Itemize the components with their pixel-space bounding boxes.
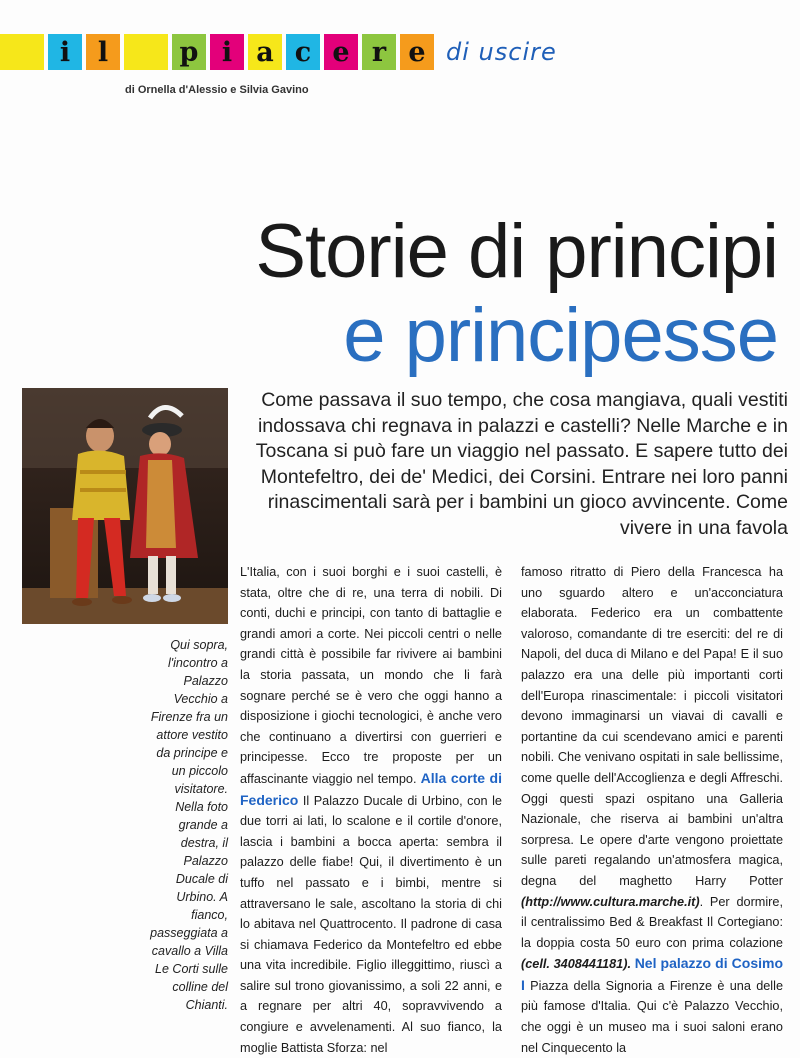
header-tile: a bbox=[248, 34, 282, 70]
column2-body: famoso ritratto di Piero della Francesca ha uno sguardo altero e un'acconciatura elaborata. Federico era un combattente valoroso, comandante di tre eserciti: del re di Napoli, del duca di Milano e del Papa! E il suo palazzo era una delle più importanti corti dell'Europa rinascimentale: i piccoli visitatori devono immaginarsi un viavai di cavalli e portantine da cui scendevano amici e parenti nobili. Che venivano ospitati in sale bellissime, come quelle dell'Accoglienza e degli Affreschi. Oggi questi spazi ospitano una Galleria Nazionale, che riserva ai bambini un'altra sorpresa. Le opere d'arte vengono proiettate sulle pareti regalando un'atmosfera magica, degna del maghetto Harry Potter bbox=[521, 565, 783, 888]
header-tile: i bbox=[48, 34, 82, 70]
header-tile: p bbox=[172, 34, 206, 70]
header-tile: e bbox=[324, 34, 358, 70]
subheading-cosimo: Nel palazzo di Cosimo I bbox=[521, 955, 783, 993]
header-tile: e bbox=[400, 34, 434, 70]
article-column-2 bbox=[521, 562, 783, 1058]
column2-body-2: . Per dormire, il centralissimo Bed & Breakfast Il Cortegiano: la doppia costa 50 euro con prima colazione bbox=[521, 894, 783, 950]
header-tile: i bbox=[210, 34, 244, 70]
column2-body-3: Piazza della Signoria a Firenze è una delle più famose d'Italia. Qui c'è Palazzo Vecchio, che oggi è un museo ma i suoi saloni erano nel Cinquecento la bbox=[521, 978, 783, 1055]
header-tile: c bbox=[286, 34, 320, 70]
header-tile: r bbox=[362, 34, 396, 70]
header-tile bbox=[124, 34, 168, 70]
section-header bbox=[0, 34, 557, 70]
article-title-line2: e principesse bbox=[343, 293, 778, 378]
subheading-federico: Alla corte di Federico bbox=[240, 769, 502, 808]
byline: di Ornella d'Alessio e Silvia Gavino bbox=[125, 84, 309, 96]
article-lead: Come passava il suo tempo, che cosa mangiava, quali vestiti indossava chi regnava in palazzi e castelli? Nelle Marche e in Toscana si può fare un viaggio nel passato. E sapere tutto dei Montefeltro, dei de' Medici, dei Corsini. Entrare nei loro panni rinascimentali sarà per i bambini un gioco avvincente. Come vivere in una favola bbox=[255, 389, 788, 539]
header-tile: l bbox=[86, 34, 120, 70]
column1-intro: L'Italia, con i suoi borghi e i suoi castelli, è stata, oltre che di re, una terra di nobili. Di conti, duchi e principi, con tanto di battaglie e grandi amori a corte. Nei piccoli centri o nelle grandi città è possibile far rivivere ai bambini la storia passata, un mondo che li farà sognare perché se è vero che oggi hanno a disposizione i giochi tecnologici, è anche vero che continuano a divertirsi con guerrieri e principesse. Ecco tre proposte per un affascinante viaggio nel tempo. bbox=[240, 565, 502, 786]
photo-caption: Qui sopra, l'incontro a Palazzo Vecchio a Firenze fra un attore vestito da principe e un piccolo visitatore. Nella foto grande a destra, il Palazzo Ducale di Urbino. A fianco, passeggiata a cavallo a Villa Le Corti sulle colline del Chianti. bbox=[150, 638, 228, 1012]
phone-number: (cell. 3408441181). bbox=[521, 957, 631, 972]
article-column-1 bbox=[240, 562, 502, 1058]
section-suffix: di uscire bbox=[446, 38, 557, 66]
column1-body: Il Palazzo Ducale di Urbino, con le due torri ai lati, lo scalone e il cortile d'onore, lascia i bambini a bocca aperta: sembra il palazzo delle fiabe! Qui, il divertimento è un tuffo nel passato e i bimbi, mentre si attraversano le sale, ascoltano la storia di chi lo abitava nel Quattrocento. Il padrone di casa si chiamava Federico da Montefeltro ed ebbe una vita incredibile. Figlio illeggittimo, riuscì a salire sul trono giovanissimo, a soli 22 anni, e a regnare per altri 40, sopravvivendo a congiure e avvelenamenti. Al suo fianco, la moglie Battista Sforza: nel bbox=[240, 793, 502, 1055]
website-url: (http://www.cultura.marche.it) bbox=[521, 894, 700, 909]
article-title-line1: Storie di principi bbox=[255, 209, 778, 294]
header-tile bbox=[0, 34, 44, 70]
photo-prince-and-child bbox=[22, 388, 228, 624]
